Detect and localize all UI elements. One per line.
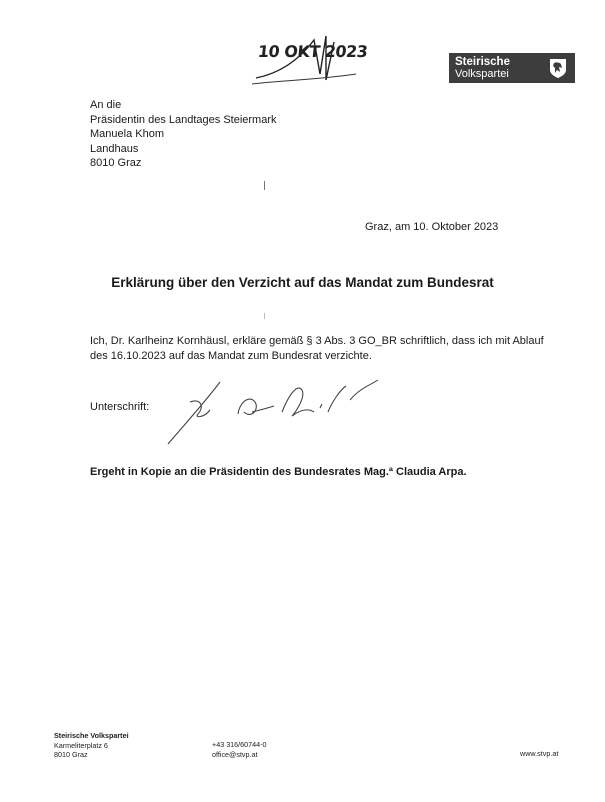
stamp-date: 10 OKT 2023 [257, 42, 369, 61]
footer-website: www.stvp.at [520, 749, 559, 758]
panther-crest-icon [547, 57, 569, 79]
footer-street: Karmeliterplatz 6 [54, 740, 108, 750]
logo-line1: Steirische [455, 56, 510, 68]
stvp-logo [449, 53, 575, 83]
handwritten-signature [160, 372, 385, 452]
declaration-line: des 16.10.2023 auf das Mandat zum Bundesrat verzichte. [90, 349, 372, 362]
footer-phone: +43 316/60744-0 [212, 740, 267, 749]
scan-mark [264, 313, 265, 319]
footer-contact [212, 740, 267, 759]
footer-city: 8010 Graz [54, 750, 88, 759]
scan-mark [264, 181, 265, 190]
footer-org: Steirische Volkspartei [54, 731, 129, 740]
declaration-text [90, 334, 544, 363]
footer-address [54, 731, 129, 760]
copy-note: Ergeht in Kopie an die Präsidentin des Bundesrates Mag.ª Claudia Arpa. [90, 466, 467, 478]
address-line: Präsidentin des Landtages Steiermark [90, 113, 277, 126]
recipient-address [90, 98, 277, 171]
logo-line2: Volkspartei [455, 68, 509, 80]
footer-email: office@stvp.at [212, 749, 258, 759]
signature-label: Unterschrift: [90, 401, 150, 413]
document-title: Erklärung über den Verzicht auf das Mandat zum Bundesrat [111, 275, 494, 290]
place-date: Graz, am 10. Oktober 2023 [365, 221, 499, 233]
address-line: 8010 Graz [90, 157, 142, 170]
address-line: Landhaus [90, 142, 139, 155]
address-line: Manuela Khom [90, 128, 164, 141]
declaration-line: Ich, Dr. Karlheinz Kornhäusl, erkläre gemäß § 3 Abs. 3 GO_BR schriftlich, dass ich mit Ablauf [90, 335, 544, 347]
address-line: An die [90, 99, 122, 111]
